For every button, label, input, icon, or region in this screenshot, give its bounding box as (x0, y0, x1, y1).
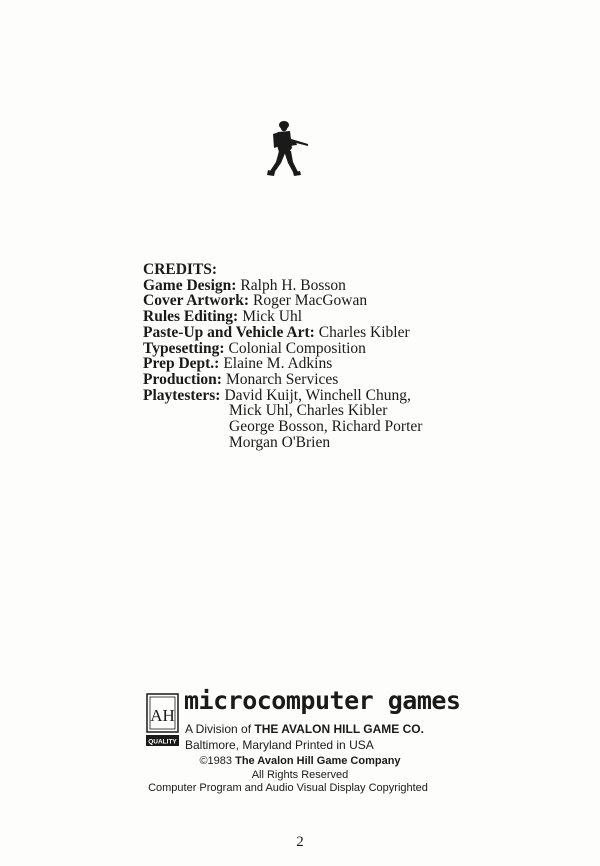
location-line: Baltimore, Maryland Printed in USA (185, 738, 374, 752)
credit-row-cover-artwork (143, 293, 422, 309)
credit-role: Prep Dept.: (143, 355, 220, 373)
soldier-illustration (264, 118, 312, 178)
division-line (185, 722, 424, 736)
credit-row-rules-editing (143, 309, 422, 325)
playtesters-line: George Bosson, Richard Porter (229, 418, 423, 436)
credit-role: Game Design: (143, 276, 237, 294)
credit-name: Mick Uhl (242, 308, 303, 326)
credit-row-paste-up (143, 325, 422, 341)
copyright-line (0, 755, 600, 769)
credits-block (143, 262, 422, 450)
credits-heading: CREDITS: (143, 261, 218, 278)
rights-line: All Rights Reserved (251, 768, 349, 781)
credit-role: Cover Artwork: (143, 292, 250, 310)
logo-letters: AH (150, 706, 175, 725)
credit-role: Production: (143, 370, 222, 388)
credit-name: Monarch Services (225, 370, 339, 388)
credit-row-typesetting (143, 341, 422, 357)
playtesters-line: Mick Uhl, Charles Kibler (229, 402, 388, 420)
credit-name: Colonial Composition (228, 339, 366, 357)
credit-name: David Kuijt, Winchell Chung, (224, 386, 411, 404)
notice-line: Computer Program and Audio Visual Display Copyrighted (148, 782, 428, 794)
company-name: THE AVALON HILL GAME CO. (254, 722, 424, 736)
credit-role: Playtesters: (143, 386, 221, 404)
copyright-prefix: ©1983 (199, 755, 233, 767)
credit-row-playtesters (143, 388, 422, 404)
playtesters-line: Morgan O'Brien (229, 433, 331, 451)
credit-name: Elaine M. Adkins (223, 355, 333, 373)
avalon-hill-logo (146, 693, 179, 747)
credit-name: Roger MacGowan (253, 292, 368, 310)
logo-badge: QUALITY (148, 738, 177, 746)
brand-name: microcomputer games (184, 686, 461, 715)
credit-row-prep-dept (143, 356, 422, 372)
credit-role: Paste-Up and Vehicle Art: (143, 323, 315, 341)
page-number: 2 (296, 834, 304, 850)
copyright-company: The Avalon Hill Game Company (235, 755, 401, 767)
credit-role: Rules Editing: (143, 308, 239, 326)
credit-name: Ralph H. Bosson (240, 276, 346, 294)
credit-row-game-design (143, 278, 422, 294)
credit-row-production (143, 372, 422, 388)
copyright-block (0, 755, 600, 796)
division-prefix: A Division of (185, 722, 252, 736)
credit-name: Charles Kibler (318, 323, 410, 341)
credit-role: Typesetting: (143, 339, 225, 357)
